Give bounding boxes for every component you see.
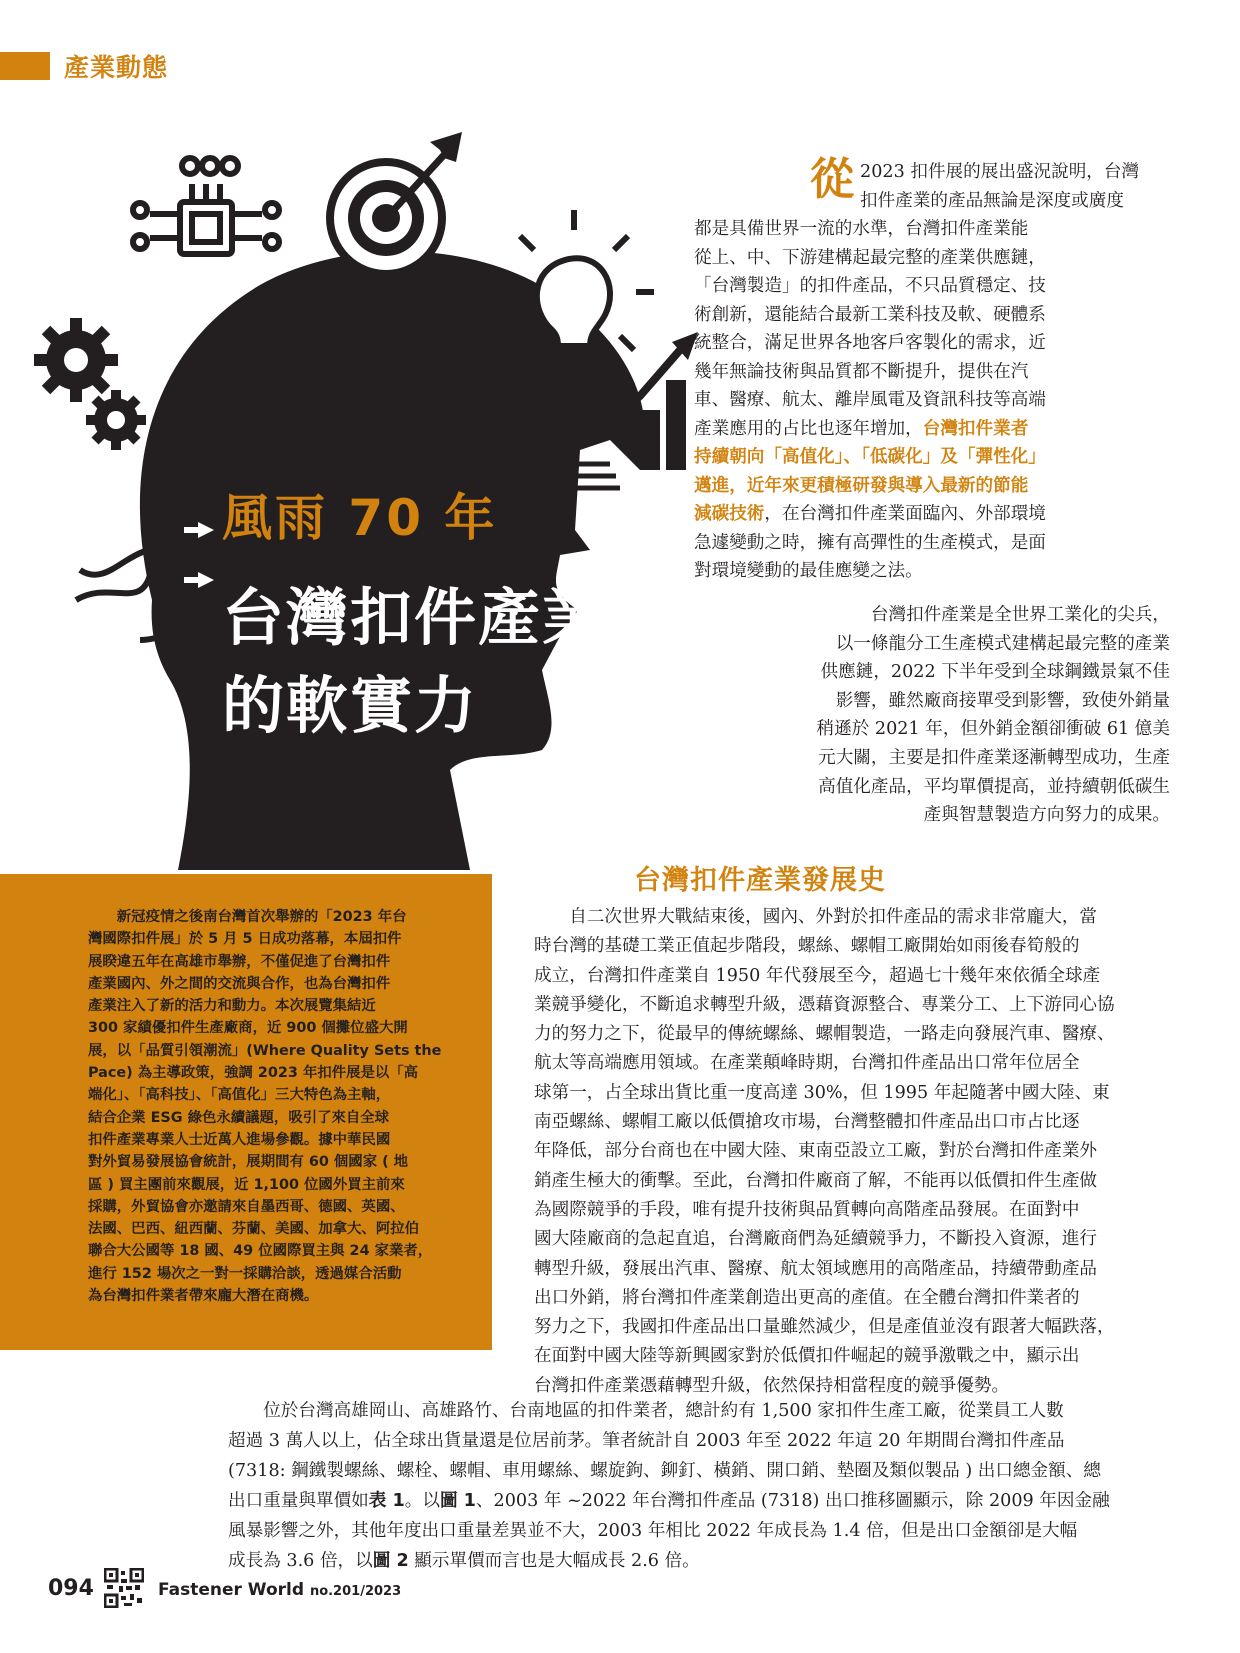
highlight-text: 台灣扣件業者 (922, 418, 1029, 439)
chip-icon (133, 158, 279, 254)
intro-paragraph: 從 2023 扣件展的展出盛況說明，台灣 扣件產業的產品無論是深度或廣度 都是具備世界一流的水準，台灣扣件產業能 從上、中、下游建構起最完整的產業供應鏈， 「台灣製造」的扣件產品，不只品質穩定、技 術創新，還能結合最新工業科技及軟、硬體系 統整合，滿足世界各地客戶客製化的需求，近 幾年無論技術與品質都不斷提升，提供在汽 車、醫療、航太、離岸風電及資訊科技等高端 產業應用的占比也逐年增加，台灣扣件業者 持續朝向「高值化」、「低碳化」及「彈性化」 邁進，近年來更積極研發與導入最新的節能 減碳技術，在台灣扣件產業面臨內、外部環境 急遽變動之時，擁有高彈性的生產模式，是面 對環境變動的最佳應變之法。 (694, 154, 1140, 581)
headline-line-3: 的軟實力 (222, 669, 479, 742)
second-paragraph: 台灣扣件產業是全世界工業化的尖兵， 以一條龍分工生產模式建構起最完整的產業 供應鏈，2022 下半年受到全球鋼鐵景氣不佳 影響，雖然廠商接單受到影響，致使外銷量 稍遜於 2021 年，但外銷金額卻衝破 61 億美 元大關，主要是扣件產業逐漸轉型成功，生產 高值化產品，平均單價提高，並持續朝低碳生 產與智慧製造方向努力的成果。 (816, 605, 1170, 826)
figure-reference: 圖 2 (372, 1551, 409, 1571)
target-icon (330, 132, 462, 274)
figure-reference: 圖 1 (439, 1491, 476, 1511)
headline-line-2: 台灣扣件產業 (222, 581, 607, 654)
section-heading: 台灣扣件產業發展史 (634, 865, 886, 896)
sidebar-text: 新冠疫情之後南台灣首次舉辦的「2023 年台 灣國際扣件展」於 5 月 5 日成功落幕，本屆扣件 展睽違五年在高雄市舉辦，不僅促進了台灣扣件 產業國內、外之間的交流與合作，也為台灣扣件 產業注入了新的活力和動力。本次展覽集結近 300 家績優扣件生產廠商，近 900 個攤位盛大開 展，以「品質引領潮流」(Where Quality Sets the Pace) 為主導政策，強調 2023 年扣件展是以「高 端化」、「高科技」、「高值化」三大特色為主軸， 結合企業 ESG 綠色永續議題，吸引了來自全球 扣件產業專業人士近萬人進場參觀。據中華民國 對外貿易發展協會統計，展期間有 60 個國家 ( 地 區 ) 買主團前來觀展，近 1,100 位國外買主前來 採購，外貿協會亦邀請來自墨西哥、德國、英國、 法國、巴西、紐西蘭、芬蘭、美國、加拿大、阿拉伯 聯合大公國等 18 國、49 位國際買主與 24 家業者， 進行 152 場次之一對一採購洽談，透過媒合活動 為台灣扣件業者帶來龐大潛在商機。 (88, 909, 442, 1305)
drop-cap: 從 (810, 154, 854, 205)
issue-number: no.201/2023 (309, 1584, 402, 1599)
magazine-title: Fastener World no.201/2023 (158, 1580, 402, 1600)
section-marker (0, 52, 50, 80)
closing-paragraph: 位於台灣高雄岡山、高雄路竹、台南地區的扣件業者，總計約有 1,500 家扣件生產工廠，從業員工人數 超過 3 萬人以上，佔全球出貨量還是位居前茅。筆者統計自 2003 年至 2022 年這 20 年期間台灣扣件產品 (7318: 鋼鐵製螺絲、螺栓、螺帽、車用螺絲、螺旋鉤、鉚釘、橫銷、開口銷、墊圈及類似製品 ) 出口總金額、總 出口重量與單價如表 1。以圖 1、2003 年 ~2022 年台灣扣件產品 (7318) 出口推移圖顯示，除 2009 年因金融 風暴影響之外，其他年度出口重量差異並不大，2003 年相比 2022 年成長為 1.4 倍，但是出口金額卻是大幅 成長為 3.6 倍，以圖 2 顯示單價而言也是大幅成長 2.6 倍。 (228, 1401, 1110, 1571)
section-label: 產業動態 (64, 53, 169, 82)
page-number: 094 (48, 1576, 94, 1601)
history-body: 自二次世界大戰結束後，國內、外對於扣件產品的需求非常龐大，當 時台灣的基礎工業正值起步階段，螺絲、螺帽工廠開始如雨後春筍般的 成立，台灣扣件產業自 1950 年代發展至今，超過七十幾年來依循全球產 業競爭變化，不斷追求轉型升級，憑藉資源整合、專業分工、上下游同心協 力的努力之下，從最早的傳統螺絲、螺帽製造，一路走向發展汽車、醫療、 航太等高端應用領域。在產業顛峰時期，台灣扣件產品出口常年位居全 球第一，占全球出貨比重一度高達 30%，但 1995 年起隨著中國大陸、東 南亞螺絲、螺帽工廠以低價搶攻市場，台灣整體扣件產品出口市占比逐 年降低，部分台商也在中國大陸、東南亞設立工廠，對於台灣扣件產業外 銷產生極大的衝擊。至此，台灣扣件廠商了解，不能再以低價扣件生產做 為國際競爭的手段，唯有提升技術與品質轉向高階產品發展。在面對中 國大陸廠商的急起直追，台灣廠商們為延續競爭力，不斷投入資源，進行 轉型升級，發展出汽車、醫療、航太領域應用的高階產品，持續帶動產品 出口外銷，將台灣扣件產業創造出更高的產值。在全體台灣扣件業者的 努力之下，我國扣件產品出口量雖然減少，但是產值並沒有跟著大幅跌落， 在面對中國大陸等新興國家對於低價扣件崛起的競爭激戰之中，顯示出 台灣扣件產業憑藉轉型升級，依然保持相當程度的競爭優勢。 (534, 907, 1115, 1396)
headline-line-1: 風雨 70 年 (222, 489, 498, 547)
qr-code-icon (104, 1568, 144, 1608)
table-reference: 表 1 (368, 1491, 405, 1511)
gear-icon (34, 318, 146, 450)
